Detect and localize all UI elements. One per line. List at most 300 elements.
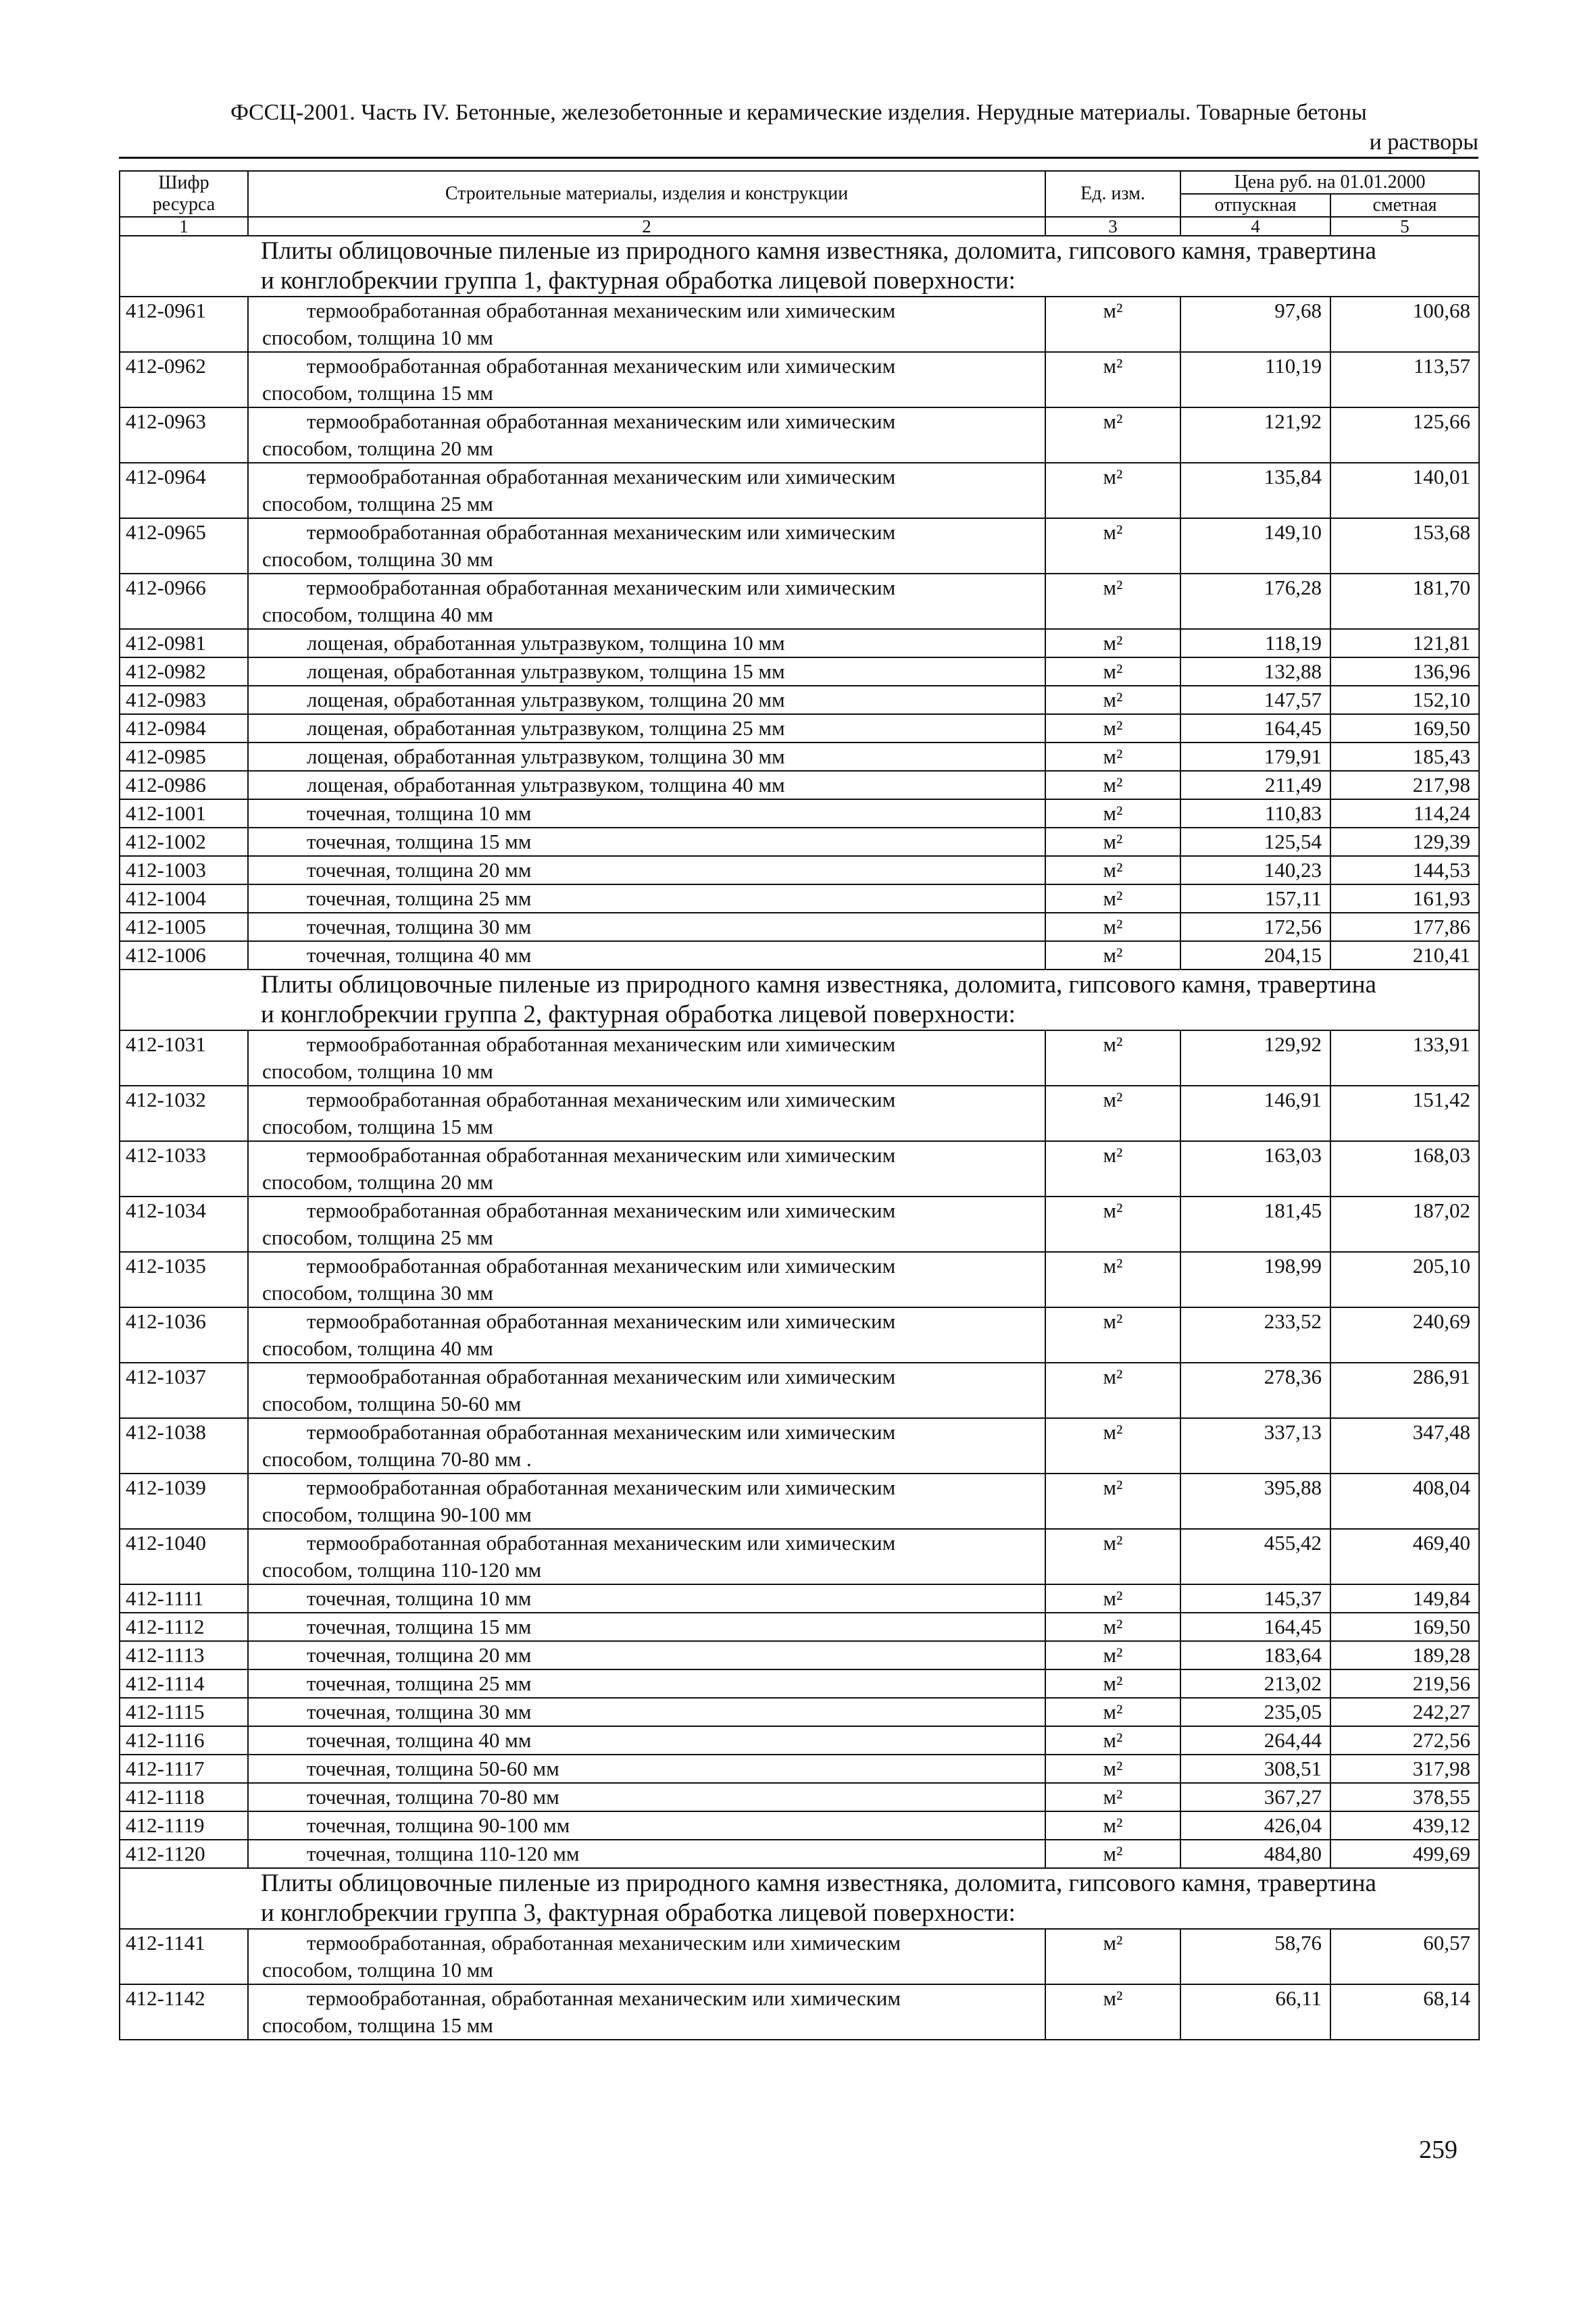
- description-line-1: точечная, толщина 15 мм: [307, 830, 532, 853]
- resource-code: 412-1035: [120, 1252, 248, 1307]
- description-line-2: способом, толщина 30 мм: [262, 1281, 493, 1305]
- table-row: [120, 1307, 1479, 1363]
- release-price: 233,52: [1180, 1307, 1330, 1363]
- col-code-header: Шифр ресурса: [120, 171, 248, 217]
- description-line-1: термообработанная обработанная механическим или химическим: [307, 1088, 896, 1111]
- price-table: [119, 170, 1480, 2040]
- release-price: 211,49: [1180, 771, 1330, 799]
- section-title: [120, 236, 1479, 297]
- resource-code: 412-1033: [120, 1141, 248, 1197]
- resource-code: 412-1034: [120, 1197, 248, 1252]
- section-title-line-2: и конглобрекчии группа 2, фактурная обработка лицевой поверхности:: [261, 1001, 1016, 1028]
- unit-of-measure: м²: [1045, 1141, 1180, 1197]
- release-price: 58,76: [1180, 1929, 1330, 1984]
- description-line-1: термообработанная обработанная механическим или химическим: [307, 1199, 896, 1222]
- table-row: [120, 1474, 1479, 1529]
- resource-code: 412-1005: [120, 913, 248, 941]
- estimate-price: 100,68: [1330, 297, 1479, 352]
- resource-code: 412-1142: [120, 1984, 248, 2040]
- section-title-line-1: Плиты облицовочные пиленые из природного камня известняка, доломита, гипсового камня, травертина: [261, 237, 1376, 265]
- table-row: [120, 884, 1479, 913]
- release-price: 198,99: [1180, 1252, 1330, 1307]
- table-body: [120, 236, 1479, 2040]
- material-description: [248, 297, 1045, 352]
- estimate-price: 439,12: [1330, 1811, 1479, 1840]
- release-price: 179,91: [1180, 743, 1330, 771]
- estimate-price: 129,39: [1330, 828, 1479, 856]
- material-description: [248, 629, 1045, 657]
- description-line-2: способом, толщина 20 мм: [262, 1170, 493, 1194]
- material-description: [248, 407, 1045, 463]
- release-price: 367,27: [1180, 1783, 1330, 1811]
- release-price: 129,92: [1180, 1030, 1330, 1086]
- estimate-price: 469,40: [1330, 1529, 1479, 1584]
- release-price: 426,04: [1180, 1811, 1330, 1840]
- description-line-1: точечная, толщина 30 мм: [307, 1700, 532, 1724]
- unit-of-measure: м²: [1045, 1783, 1180, 1811]
- resource-code: 412-1038: [120, 1418, 248, 1474]
- unit-of-measure: м²: [1045, 1418, 1180, 1474]
- material-description: [248, 1726, 1045, 1755]
- estimate-price: 205,10: [1330, 1252, 1479, 1307]
- material-description: [248, 1307, 1045, 1363]
- unit-of-measure: м²: [1045, 352, 1180, 407]
- resource-code: 412-1111: [120, 1584, 248, 1613]
- unit-of-measure: м²: [1045, 1197, 1180, 1252]
- unit-of-measure: м²: [1045, 1641, 1180, 1669]
- release-price: 455,42: [1180, 1529, 1330, 1584]
- material-description: [248, 1252, 1045, 1307]
- release-price: 183,64: [1180, 1641, 1330, 1669]
- section-title-line-1: Плиты облицовочные пиленые из природного камня известняка, доломита, гипсового камня, травертина: [261, 971, 1376, 999]
- description-line-1: термообработанная, обработанная механическим или химическим: [307, 1931, 901, 1955]
- unit-of-measure: м²: [1045, 686, 1180, 714]
- estimate-price: 185,43: [1330, 743, 1479, 771]
- unit-of-measure: м²: [1045, 518, 1180, 574]
- table-row: [120, 1086, 1479, 1141]
- description-line-1: лощеная, обработанная ультразвуком, толщина 25 мм: [307, 716, 785, 740]
- col-unit-header: Ед. изм.: [1045, 171, 1180, 217]
- material-description: [248, 1197, 1045, 1252]
- release-price: 337,13: [1180, 1418, 1330, 1474]
- resource-code: 412-1118: [120, 1783, 248, 1811]
- release-price: 145,37: [1180, 1584, 1330, 1613]
- material-description: [248, 1086, 1045, 1141]
- unit-of-measure: м²: [1045, 1474, 1180, 1529]
- estimate-price: 347,48: [1330, 1418, 1479, 1474]
- release-price: 484,80: [1180, 1840, 1330, 1868]
- unit-of-measure: м²: [1045, 1613, 1180, 1641]
- unit-of-measure: м²: [1045, 884, 1180, 913]
- table-row: [120, 463, 1479, 518]
- estimate-price: 219,56: [1330, 1669, 1479, 1698]
- table-row: [120, 1726, 1479, 1755]
- material-description: [248, 1641, 1045, 1669]
- resource-code: 412-1001: [120, 799, 248, 828]
- resource-code: 412-1114: [120, 1669, 248, 1698]
- estimate-price: 169,50: [1330, 1613, 1479, 1641]
- unit-of-measure: м²: [1045, 629, 1180, 657]
- release-price: 164,45: [1180, 714, 1330, 743]
- resource-code: 412-0964: [120, 463, 248, 518]
- table-row: [120, 518, 1479, 574]
- resource-code: 412-1115: [120, 1698, 248, 1726]
- estimate-price: 408,04: [1330, 1474, 1479, 1529]
- estimate-price: 68,14: [1330, 1984, 1479, 2040]
- col-name-header: Строительные материалы, изделия и конструкции: [248, 171, 1045, 217]
- table-row: [120, 1641, 1479, 1669]
- material-description: [248, 657, 1045, 686]
- table-row: [120, 1584, 1479, 1613]
- description-line-1: термообработанная обработанная механическим или химическим: [307, 1476, 896, 1499]
- description-line-1: термообработанная обработанная механическим или химическим: [307, 1365, 896, 1388]
- column-number: 4: [1180, 217, 1330, 236]
- unit-of-measure: м²: [1045, 1669, 1180, 1698]
- resource-code: 412-1117: [120, 1755, 248, 1783]
- resource-code: 412-0983: [120, 686, 248, 714]
- resource-code: 412-1112: [120, 1613, 248, 1641]
- release-price: 110,83: [1180, 799, 1330, 828]
- material-description: [248, 828, 1045, 856]
- description-line-1: лощеная, обработанная ультразвуком, толщина 40 мм: [307, 773, 785, 797]
- material-description: [248, 941, 1045, 970]
- description-line-2: способом, толщина 15 мм: [262, 1115, 493, 1138]
- description-line-1: точечная, толщина 25 мм: [307, 886, 532, 910]
- material-description: [248, 1669, 1045, 1698]
- column-number-row: [120, 217, 1479, 236]
- unit-of-measure: м²: [1045, 828, 1180, 856]
- table-row: [120, 407, 1479, 463]
- description-line-1: точечная, толщина 40 мм: [307, 943, 532, 967]
- column-number: 3: [1045, 217, 1180, 236]
- col-estimate-price-header: сметная: [1330, 194, 1479, 217]
- material-description: [248, 856, 1045, 884]
- estimate-price: 169,50: [1330, 714, 1479, 743]
- resource-code: 412-0984: [120, 714, 248, 743]
- unit-of-measure: м²: [1045, 714, 1180, 743]
- release-price: 308,51: [1180, 1755, 1330, 1783]
- material-description: [248, 1613, 1045, 1641]
- unit-of-measure: м²: [1045, 1086, 1180, 1141]
- unit-of-measure: м²: [1045, 1363, 1180, 1418]
- release-price: 163,03: [1180, 1141, 1330, 1197]
- description-line-2: способом, толщина 25 мм: [262, 492, 493, 515]
- unit-of-measure: м²: [1045, 941, 1180, 970]
- page-number: 259: [1419, 2136, 1457, 2164]
- description-line-2: способом, толщина 40 мм: [262, 1336, 493, 1360]
- estimate-price: 133,91: [1330, 1030, 1479, 1086]
- material-description: [248, 1840, 1045, 1868]
- estimate-price: 272,56: [1330, 1726, 1479, 1755]
- table-row: [120, 1811, 1479, 1840]
- release-price: 181,45: [1180, 1197, 1330, 1252]
- description-line-1: лощеная, обработанная ультразвуком, толщина 15 мм: [307, 659, 785, 683]
- material-description: [248, 518, 1045, 574]
- release-price: 176,28: [1180, 574, 1330, 629]
- description-line-2: способом, толщина 10 мм: [262, 1059, 493, 1083]
- estimate-price: 113,57: [1330, 352, 1479, 407]
- unit-of-measure: м²: [1045, 743, 1180, 771]
- description-line-1: точечная, толщина 30 мм: [307, 915, 532, 938]
- release-price: 118,19: [1180, 629, 1330, 657]
- description-line-1: термообработанная обработанная механическим или химическим: [307, 576, 896, 599]
- material-description: [248, 771, 1045, 799]
- estimate-price: 125,66: [1330, 407, 1479, 463]
- estimate-price: 286,91: [1330, 1363, 1479, 1418]
- unit-of-measure: м²: [1045, 1984, 1180, 2040]
- resource-code: 412-1002: [120, 828, 248, 856]
- unit-of-measure: м²: [1045, 657, 1180, 686]
- description-line-1: термообработанная обработанная механическим или химическим: [307, 1254, 896, 1278]
- estimate-price: 114,24: [1330, 799, 1479, 828]
- estimate-price: 149,84: [1330, 1584, 1479, 1613]
- unit-of-measure: м²: [1045, 1252, 1180, 1307]
- description-line-1: точечная, толщина 25 мм: [307, 1671, 532, 1695]
- table-row: [120, 1363, 1479, 1418]
- table-row: [120, 1613, 1479, 1641]
- estimate-price: 242,27: [1330, 1698, 1479, 1726]
- estimate-price: 210,41: [1330, 941, 1479, 970]
- material-description: [248, 463, 1045, 518]
- section-title-line-2: и конглобрекчии группа 1, фактурная обработка лицевой поверхности:: [261, 267, 1016, 295]
- description-line-2: способом, толщина 90-100 мм: [262, 1503, 532, 1526]
- release-price: 97,68: [1180, 297, 1330, 352]
- description-line-1: термообработанная, обработанная механическим или химическим: [307, 1986, 901, 2010]
- table-row: [120, 1418, 1479, 1474]
- release-price: 66,11: [1180, 1984, 1330, 2040]
- release-price: 110,19: [1180, 352, 1330, 407]
- description-line-1: точечная, толщина 20 мм: [307, 1643, 532, 1667]
- material-description: [248, 1584, 1045, 1613]
- unit-of-measure: м²: [1045, 1030, 1180, 1086]
- estimate-price: 499,69: [1330, 1840, 1479, 1868]
- description-line-2: способом, толщина 15 мм: [262, 2013, 493, 2037]
- unit-of-measure: м²: [1045, 913, 1180, 941]
- resource-code: 412-1006: [120, 941, 248, 970]
- estimate-price: 152,10: [1330, 686, 1479, 714]
- resource-code: 412-1119: [120, 1811, 248, 1840]
- description-line-2: способом, толщина 10 мм: [262, 1958, 493, 1982]
- resource-code: 412-1116: [120, 1726, 248, 1755]
- estimate-price: 153,68: [1330, 518, 1479, 574]
- unit-of-measure: м²: [1045, 799, 1180, 828]
- description-line-2: способом, толщина 15 мм: [262, 381, 493, 405]
- description-line-1: точечная, толщина 70-80 мм: [307, 1785, 559, 1809]
- table-row: [120, 1698, 1479, 1726]
- unit-of-measure: м²: [1045, 1698, 1180, 1726]
- unit-of-measure: м²: [1045, 1929, 1180, 1984]
- section-title-line-1: Плиты облицовочные пиленые из природного камня известняка, доломита, гипсового камня, травертина: [261, 1869, 1376, 1897]
- resource-code: 412-0966: [120, 574, 248, 629]
- unit-of-measure: м²: [1045, 771, 1180, 799]
- estimate-price: 240,69: [1330, 1307, 1479, 1363]
- material-description: [248, 1755, 1045, 1783]
- description-line-1: точечная, толщина 15 мм: [307, 1615, 532, 1638]
- resource-code: 412-1004: [120, 884, 248, 913]
- release-price: 264,44: [1180, 1726, 1330, 1755]
- estimate-price: 217,98: [1330, 771, 1479, 799]
- release-price: 204,15: [1180, 941, 1330, 970]
- unit-of-measure: м²: [1045, 297, 1180, 352]
- table-row: [120, 771, 1479, 799]
- material-description: [248, 1418, 1045, 1474]
- description-line-2: способом, толщина 110-120 мм: [262, 1558, 542, 1582]
- resource-code: 412-1113: [120, 1641, 248, 1669]
- estimate-price: 151,42: [1330, 1086, 1479, 1141]
- section-header-row: [120, 970, 1479, 1030]
- description-line-1: точечная, толщина 110-120 мм: [307, 1842, 580, 1865]
- resource-code: 412-1036: [120, 1307, 248, 1363]
- description-line-1: термообработанная обработанная механическим или химическим: [307, 520, 896, 544]
- unit-of-measure: м²: [1045, 463, 1180, 518]
- material-description: [248, 743, 1045, 771]
- material-description: [248, 1984, 1045, 2040]
- table-row: [120, 913, 1479, 941]
- table-row: [120, 1755, 1479, 1783]
- release-price: 235,05: [1180, 1698, 1330, 1726]
- description-line-2: способом, толщина 25 мм: [262, 1226, 493, 1249]
- material-description: [248, 1811, 1045, 1840]
- description-line-2: способом, толщина 40 мм: [262, 603, 493, 626]
- release-price: 395,88: [1180, 1474, 1330, 1529]
- material-description: [248, 352, 1045, 407]
- release-price: 146,91: [1180, 1086, 1330, 1141]
- resource-code: 412-0985: [120, 743, 248, 771]
- unit-of-measure: м²: [1045, 1840, 1180, 1868]
- table-row: [120, 1840, 1479, 1868]
- description-line-1: термообработанная обработанная механическим или химическим: [307, 1143, 896, 1167]
- description-line-1: термообработанная обработанная механическим или химическим: [307, 1032, 896, 1056]
- description-line-1: термообработанная обработанная механическим или химическим: [307, 354, 896, 378]
- description-line-1: лощеная, обработанная ультразвуком, толщина 30 мм: [307, 745, 785, 768]
- table-row: [120, 297, 1479, 352]
- description-line-1: точечная, толщина 20 мм: [307, 858, 532, 882]
- resource-code: 412-0961: [120, 297, 248, 352]
- table-row: [120, 1929, 1479, 1984]
- table-row: [120, 1197, 1479, 1252]
- description-line-1: термообработанная обработанная механическим или химическим: [307, 1531, 896, 1555]
- material-description: [248, 1363, 1045, 1418]
- resource-code: 412-1037: [120, 1363, 248, 1418]
- page-header: [119, 99, 1478, 159]
- estimate-price: 181,70: [1330, 574, 1479, 629]
- estimate-price: 378,55: [1330, 1783, 1479, 1811]
- col-price-header: Цена руб. на 01.01.2000: [1180, 171, 1479, 194]
- table-row: [120, 743, 1479, 771]
- table-row: [120, 1529, 1479, 1584]
- estimate-price: 140,01: [1330, 463, 1479, 518]
- material-description: [248, 799, 1045, 828]
- table-row: [120, 799, 1479, 828]
- material-description: [248, 884, 1045, 913]
- unit-of-measure: м²: [1045, 856, 1180, 884]
- table-row: [120, 352, 1479, 407]
- estimate-price: 189,28: [1330, 1641, 1479, 1669]
- release-price: 164,45: [1180, 1613, 1330, 1641]
- material-description: [248, 574, 1045, 629]
- table-head: [120, 171, 1479, 236]
- table-row: [120, 1141, 1479, 1197]
- unit-of-measure: м²: [1045, 407, 1180, 463]
- description-line-2: способом, толщина 70-80 мм .: [262, 1447, 532, 1471]
- release-price: 157,11: [1180, 884, 1330, 913]
- estimate-price: 121,81: [1330, 629, 1479, 657]
- resource-code: 412-1141: [120, 1929, 248, 1984]
- estimate-price: 187,02: [1330, 1197, 1479, 1252]
- resource-code: 412-1039: [120, 1474, 248, 1529]
- table-row: [120, 686, 1479, 714]
- release-price: 140,23: [1180, 856, 1330, 884]
- unit-of-measure: м²: [1045, 574, 1180, 629]
- table-row: [120, 856, 1479, 884]
- estimate-price: 168,03: [1330, 1141, 1479, 1197]
- release-price: 132,88: [1180, 657, 1330, 686]
- estimate-price: 317,98: [1330, 1755, 1479, 1783]
- release-price: 149,10: [1180, 518, 1330, 574]
- table-row: [120, 629, 1479, 657]
- header-line-2: и растворы: [1369, 130, 1478, 155]
- material-description: [248, 1783, 1045, 1811]
- table-row: [120, 657, 1479, 686]
- description-line-1: лощеная, обработанная ультразвуком, толщина 20 мм: [307, 688, 785, 711]
- description-line-1: термообработанная обработанная механическим или химическим: [307, 1420, 896, 1444]
- table-row: [120, 941, 1479, 970]
- resource-code: 412-1040: [120, 1529, 248, 1584]
- section-title-line-2: и конглобрекчии группа 3, фактурная обработка лицевой поверхности:: [261, 1899, 1016, 1927]
- release-price: 135,84: [1180, 463, 1330, 518]
- description-line-1: точечная, толщина 40 мм: [307, 1728, 532, 1752]
- col-release-price-header: отпускная: [1180, 194, 1330, 217]
- material-description: [248, 1698, 1045, 1726]
- description-line-1: точечная, толщина 10 мм: [307, 1586, 532, 1610]
- description-line-1: термообработанная обработанная механическим или химическим: [307, 299, 896, 322]
- unit-of-measure: м²: [1045, 1307, 1180, 1363]
- resource-code: 412-1003: [120, 856, 248, 884]
- resource-code: 412-0963: [120, 407, 248, 463]
- unit-of-measure: м²: [1045, 1584, 1180, 1613]
- estimate-price: 60,57: [1330, 1929, 1479, 1984]
- unit-of-measure: м²: [1045, 1529, 1180, 1584]
- material-description: [248, 1929, 1045, 1984]
- column-number: 2: [248, 217, 1045, 236]
- table-row: [120, 574, 1479, 629]
- description-line-1: термообработанная обработанная механическим или химическим: [307, 465, 896, 488]
- column-number: 1: [120, 217, 248, 236]
- estimate-price: 136,96: [1330, 657, 1479, 686]
- section-header-row: [120, 1868, 1479, 1929]
- material-description: [248, 1529, 1045, 1584]
- description-line-1: точечная, толщина 50-60 мм: [307, 1757, 559, 1780]
- description-line-1: точечная, толщина 90-100 мм: [307, 1813, 570, 1837]
- description-line-2: способом, толщина 10 мм: [262, 326, 493, 349]
- resource-code: 412-1032: [120, 1086, 248, 1141]
- description-line-1: точечная, толщина 10 мм: [307, 801, 532, 825]
- resource-code: 412-0965: [120, 518, 248, 574]
- description-line-2: способом, толщина 20 мм: [262, 436, 493, 460]
- table-row: [120, 1783, 1479, 1811]
- release-price: 121,92: [1180, 407, 1330, 463]
- release-price: 213,02: [1180, 1669, 1330, 1698]
- table-row: [120, 1984, 1479, 2040]
- resource-code: 412-0981: [120, 629, 248, 657]
- unit-of-measure: м²: [1045, 1726, 1180, 1755]
- resource-code: 412-1120: [120, 1840, 248, 1868]
- estimate-price: 177,86: [1330, 913, 1479, 941]
- column-number: 5: [1330, 217, 1479, 236]
- table-row: [120, 1669, 1479, 1698]
- table-row: [120, 828, 1479, 856]
- release-price: 125,54: [1180, 828, 1330, 856]
